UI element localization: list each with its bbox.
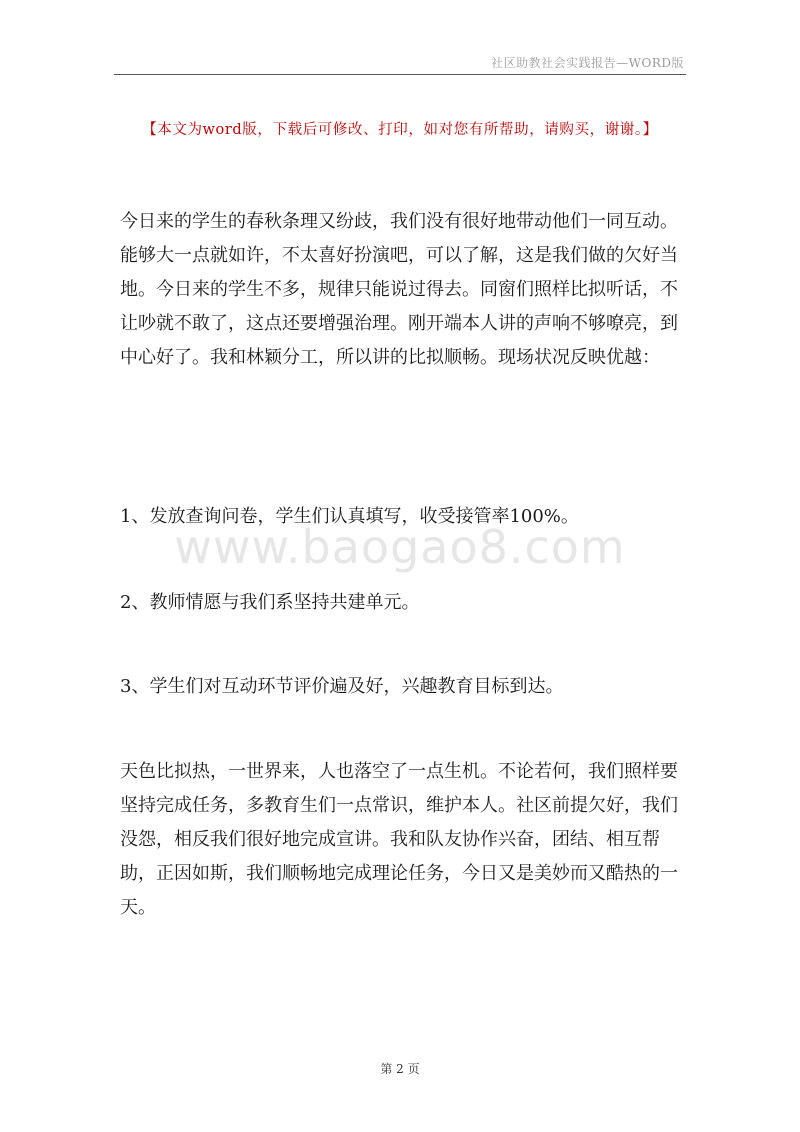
- body-paragraph-1: 今日来的学生的春秋条理又纷歧，我们没有很好地带动他们一同互动。能够大一点就如许，不太喜好扮演吧，可以了解，这是我们做的欠好当地。今日来的学生不多，规律只能说过得去。同窗们照样比拟听话，不让吵就不敢了，这点还要增强治理。刚开端本人讲的声响不够嘹亮，到中心好了。我和林颖分工，所以讲的比拟顺畅。现场状况反映优越：: [120, 211, 678, 368]
- header-divider: [114, 74, 686, 75]
- document-header-title: 社区助教社会实践报告—WORD版: [491, 56, 684, 70]
- body-paragraph-last: 天色比拟热，一世界来，人也落空了一点生机。不论若何，我们照样要坚持完成任务，多教育生们一点常识，维护本人。社区前提欠好，我们没怨，相反我们很好地完成宣讲。我和队友协作兴奋，团结、相互帮助，正因如斯，我们顺畅地完成理论任务，今日又是美妙而又酷热的一天。: [120, 761, 678, 918]
- watermark: www.baogao8.com: [174, 520, 626, 574]
- purchase-notice: 【本文为word版，下载后可修改、打印，如对您有所帮助，请购买，谢谢。】: [142, 122, 658, 138]
- page-number: 第 2 页: [380, 1062, 420, 1076]
- list-item-3: 3、学生们对互动环节评价遍及好，兴趣教育目标到达。: [120, 676, 564, 697]
- list-item-1: 1、发放查询问卷，学生们认真填写，收受接管率100%。: [120, 506, 579, 527]
- list-item-2: 2、教师情愿与我们系坚持共建单元。: [120, 592, 420, 613]
